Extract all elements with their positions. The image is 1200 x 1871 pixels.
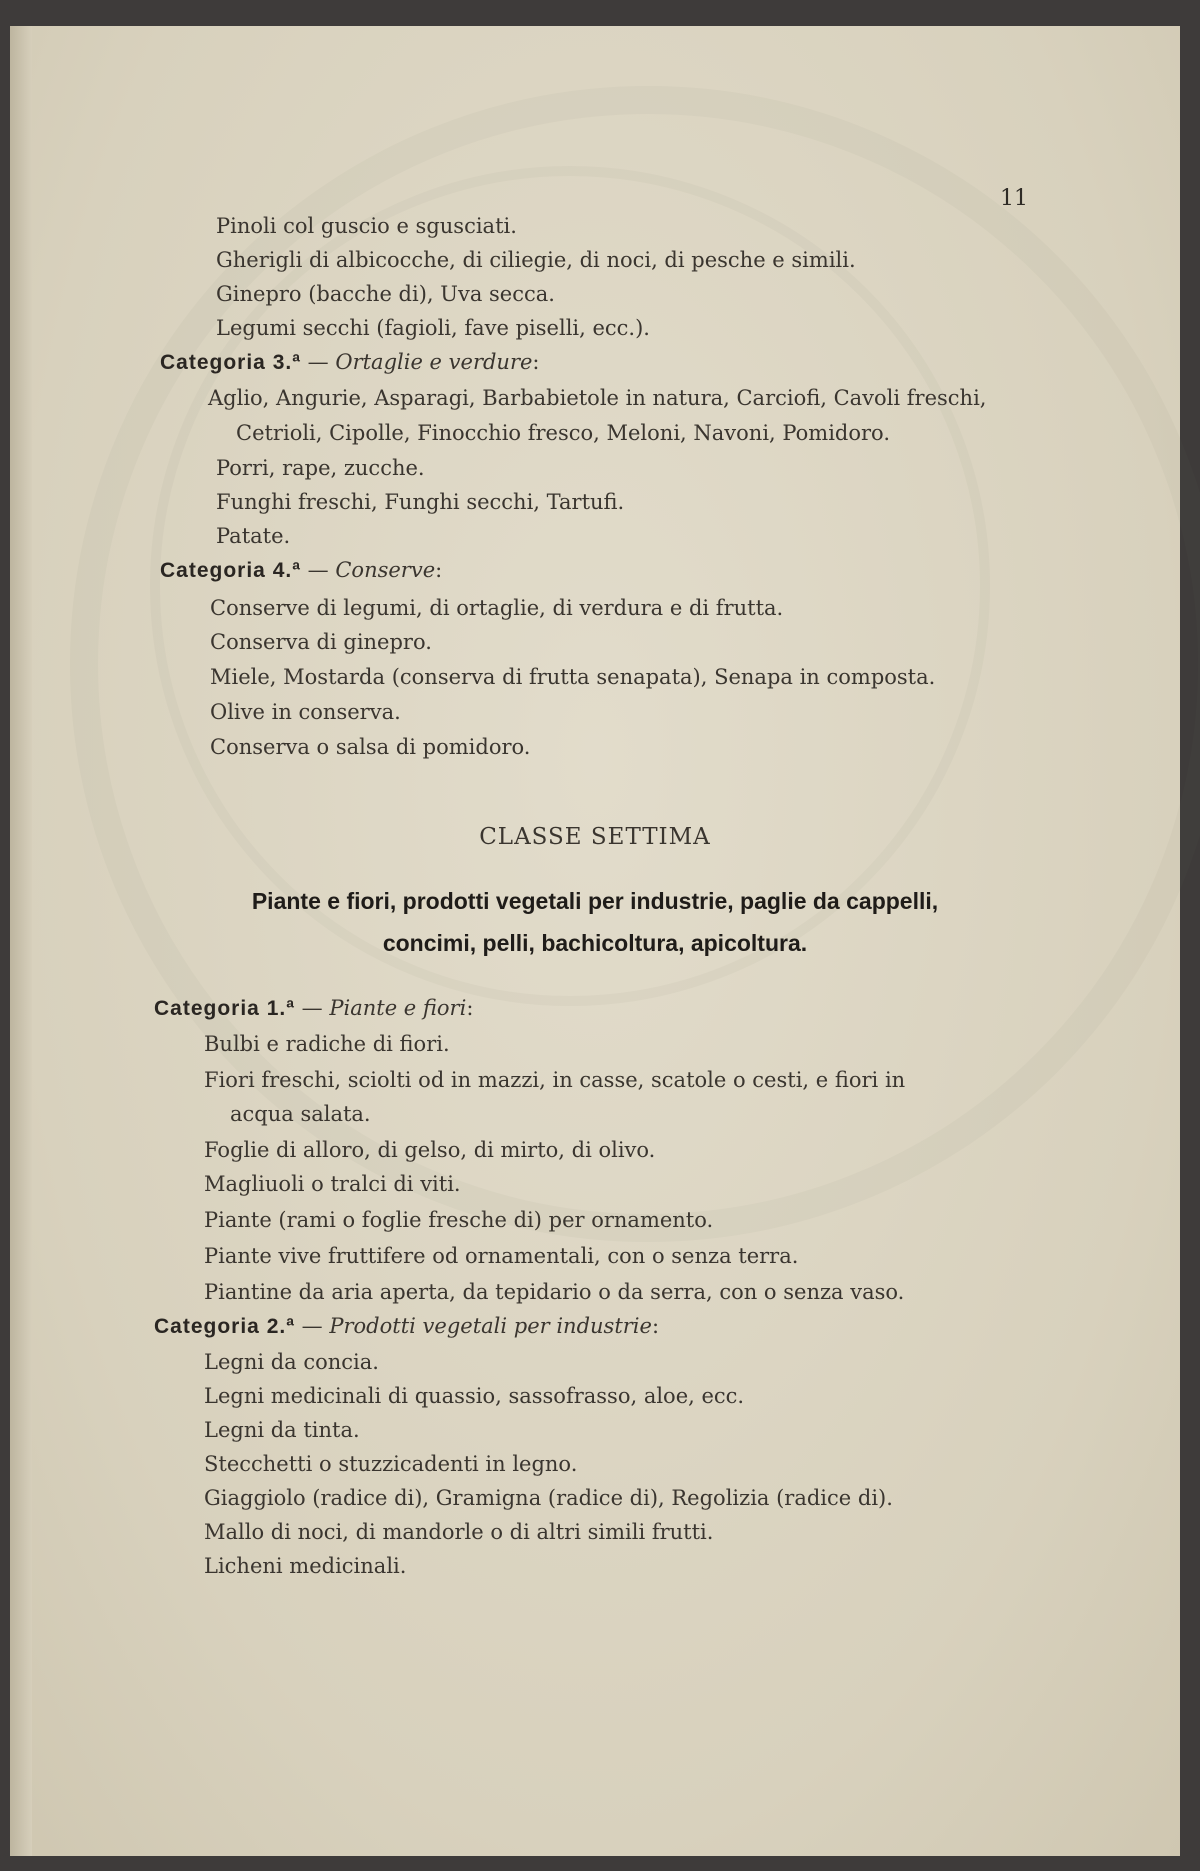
list-item: Gherigli di albicocche, di ciliegie, di noci, di pesche e simili.	[216, 248, 856, 272]
list-item: Mallo di noci, di mandorle o di altri simili frutti.	[204, 1520, 714, 1544]
category-title: Ortaglie e verdure	[335, 350, 533, 374]
list-item: Olive in conserva.	[210, 700, 401, 724]
class-heading: CLASSE SETTIMA	[479, 824, 711, 850]
list-item: Giaggiolo (radice di), Gramigna (radice di), Regolizia (radice di).	[204, 1486, 893, 1510]
class-subtitle-line2: concimi, pelli, bachicoltura, apicoltura.	[382, 930, 808, 956]
category-heading: Categoria 2.ª — Prodotti vegetali per industrie:	[154, 1314, 660, 1338]
category-title: Piante e fiori	[329, 996, 467, 1020]
list-item: Funghi freschi, Funghi secchi, Tartufi.	[216, 490, 625, 514]
category-title: Prodotti vegetali per industrie	[329, 1314, 652, 1338]
list-item: Pinoli col guscio e sgusciati.	[216, 214, 517, 238]
list-item: Legni da concia.	[204, 1350, 379, 1374]
list-item: Foglie di alloro, di gelso, di mirto, di olivo.	[204, 1138, 656, 1162]
list-item: Conserve di legumi, di ortaglie, di verdura e di frutta.	[210, 596, 784, 620]
category-label: Categoria 3.ª	[160, 351, 301, 374]
list-item: Magliuoli o tralci di viti.	[204, 1172, 461, 1196]
category-heading: Categoria 1.ª — Piante e fiori:	[154, 996, 474, 1020]
list-item: Piante (rami o foglie fresche di) per ornamento.	[204, 1208, 714, 1232]
category-title: Conserve	[335, 558, 436, 582]
document-page	[10, 26, 1180, 1856]
list-item: Porri, rape, zucche.	[216, 456, 425, 480]
list-item: Legni da tinta.	[204, 1418, 360, 1442]
page-number: 11	[1000, 186, 1028, 211]
list-item: Ginepro (bacche di), Uva secca.	[216, 282, 555, 306]
category-heading: Categoria 3.ª — Ortaglie e verdure:	[160, 350, 540, 374]
list-item: Conserva o salsa di pomidoro.	[210, 735, 531, 759]
category-heading: Categoria 4.ª — Conserve:	[160, 558, 443, 582]
list-item: Conserva di ginepro.	[210, 630, 432, 654]
category-label: Categoria 2.ª	[154, 1315, 295, 1338]
category-label: Categoria 1.ª	[154, 997, 295, 1020]
list-item: Bulbi e radiche di fiori.	[204, 1032, 450, 1056]
list-item: Fiori freschi, sciolti od in mazzi, in casse, scatole o cesti, e fiori in	[204, 1068, 906, 1092]
list-item: Legumi secchi (fagioli, fave piselli, ecc.).	[216, 316, 650, 340]
list-item: acqua salata.	[230, 1102, 371, 1126]
category-label: Categoria 4.ª	[160, 559, 301, 582]
class-subtitle-line1: Piante e fiori, prodotti vegetali per industrie, paglie da cappelli,	[251, 888, 939, 914]
list-item: Piantine da aria aperta, da tepidario o da serra, con o senza vaso.	[204, 1280, 905, 1304]
list-item: Licheni medicinali.	[204, 1554, 407, 1578]
list-item: Miele, Mostarda (conserva di frutta senapata), Senapa in composta.	[210, 665, 936, 689]
list-item: Stecchetti o stuzzicadenti in legno.	[204, 1452, 578, 1476]
list-item: Legni medicinali di quassio, sassofrasso, aloe, ecc.	[204, 1384, 745, 1408]
list-item: Patate.	[216, 524, 291, 548]
list-item: Cetrioli, Cipolle, Finocchio fresco, Meloni, Navoni, Pomidoro.	[236, 421, 891, 445]
list-item: Piante vive fruttifere od ornamentali, con o senza terra.	[204, 1244, 799, 1268]
list-item: Aglio, Angurie, Asparagi, Barbabietole in natura, Carciofi, Cavoli freschi,	[208, 386, 987, 410]
